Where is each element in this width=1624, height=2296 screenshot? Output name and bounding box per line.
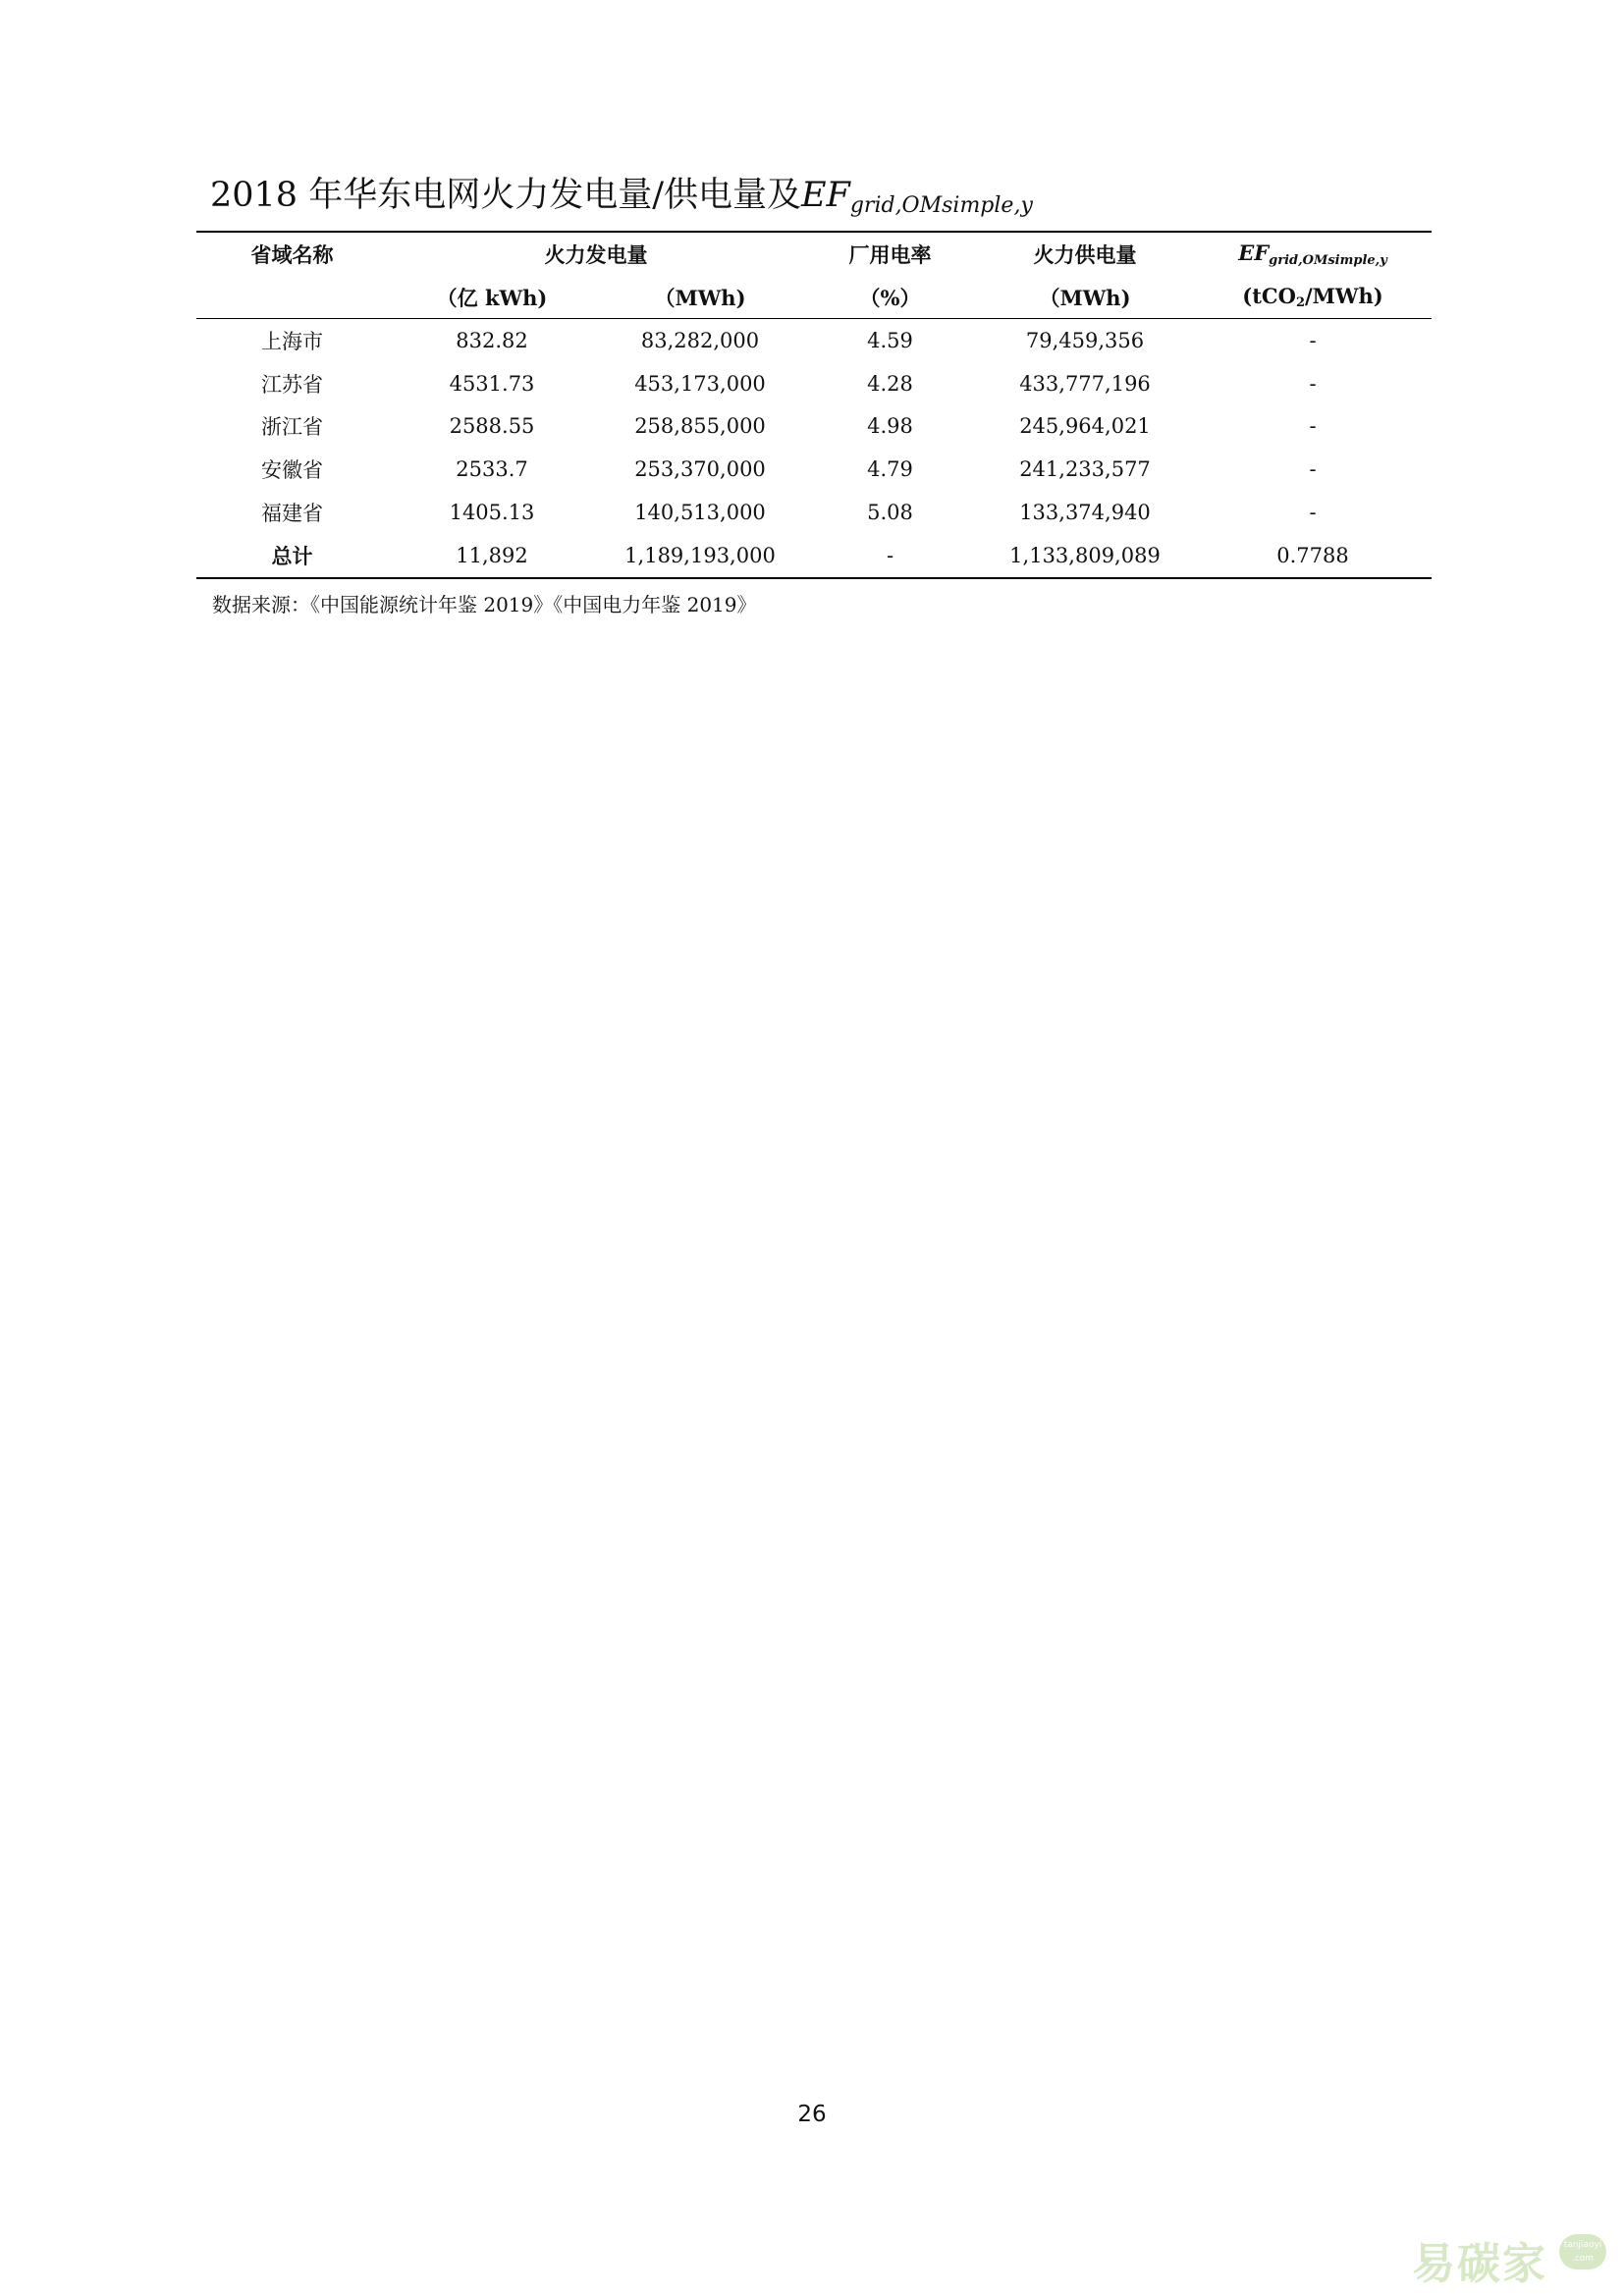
cell-rate: 4.79 xyxy=(867,457,913,482)
page-number: 26 xyxy=(797,2102,827,2127)
unit-gen-kwh: （亿 kWh) xyxy=(436,285,548,310)
watermark-badge-line1: tanjiaoyi xyxy=(1563,2240,1602,2250)
table-header-row xyxy=(196,232,1432,276)
emission-factor-table xyxy=(196,231,1432,579)
watermark-badge-line2: .com xyxy=(1571,2254,1595,2264)
unit-rate: （%） xyxy=(859,285,921,310)
cell-total-ef: 0.7788 xyxy=(1276,543,1349,567)
table-row xyxy=(196,491,1432,534)
cell-rate: 4.98 xyxy=(867,414,913,439)
watermark-text: 易碳家 xyxy=(1412,2239,1547,2289)
table-row xyxy=(196,405,1432,449)
cell-total-supply: 1,133,809,089 xyxy=(1009,543,1161,567)
cell-gen-mwh: 140,513,000 xyxy=(634,501,766,525)
table-title-ef-symbol xyxy=(801,176,1033,218)
header-ef-main: EF xyxy=(1238,240,1270,265)
table-total-row xyxy=(196,534,1432,578)
cell-supply: 79,459,356 xyxy=(1025,328,1145,352)
table-units-row xyxy=(196,276,1432,319)
ef-subscript: grid,OMsimple,y xyxy=(849,193,1033,218)
header-ef xyxy=(1194,232,1432,276)
cell-gen-mwh: 253,370,000 xyxy=(634,457,766,482)
table-row xyxy=(196,362,1432,405)
cell-province: 江苏省 xyxy=(261,372,323,397)
table-title xyxy=(210,168,1033,218)
cell-gen-mwh: 83,282,000 xyxy=(640,328,760,352)
cell-province: 浙江省 xyxy=(261,415,323,440)
header-supply: 火力供电量 xyxy=(1033,242,1137,267)
cell-supply: 433,777,196 xyxy=(1019,371,1151,396)
cell-gen-kwh: 4531.73 xyxy=(449,371,535,396)
header-province: 省域名称 xyxy=(250,242,334,267)
unit-ef-pre: (tCO xyxy=(1242,284,1296,308)
cell-total-label: 总计 xyxy=(271,543,313,568)
cell-rate: 4.59 xyxy=(867,328,913,352)
cell-ef: - xyxy=(1309,414,1317,439)
cell-rate: 5.08 xyxy=(867,501,913,525)
cell-total-rate: - xyxy=(886,543,894,567)
cell-gen-kwh: 2588.55 xyxy=(449,414,535,439)
cell-gen-kwh: 2533.7 xyxy=(456,457,528,482)
cell-province: 上海市 xyxy=(261,329,323,353)
header-self-use-rate: 厂用电率 xyxy=(848,242,932,267)
cell-supply: 133,374,940 xyxy=(1019,501,1151,525)
cell-total-gen-kwh: 11,892 xyxy=(456,543,528,567)
cell-ef: - xyxy=(1309,457,1317,482)
table-title-text: 2018 年华东电网火力发电量/供电量及 xyxy=(210,176,801,215)
table-row xyxy=(196,319,1432,362)
cell-province: 安徽省 xyxy=(261,458,323,483)
watermark-logo xyxy=(1412,2226,1608,2289)
watermark-badge xyxy=(1559,2234,1606,2269)
cell-rate: 4.28 xyxy=(867,371,913,396)
cell-gen-mwh: 453,173,000 xyxy=(634,371,766,396)
data-source-note: 数据来源：《中国能源统计年鉴 2019》《中国电力年鉴 2019》 xyxy=(212,593,757,616)
cell-total-gen-mwh: 1,189,193,000 xyxy=(624,543,776,567)
cell-province: 福建省 xyxy=(261,502,323,526)
header-generation: 火力发电量 xyxy=(544,242,648,267)
cell-gen-kwh: 832.82 xyxy=(456,328,528,352)
cell-ef: - xyxy=(1309,501,1317,525)
unit-gen-mwh: （MWh) xyxy=(654,285,746,310)
cell-ef: - xyxy=(1309,371,1317,396)
unit-ef-sub: 2 xyxy=(1295,295,1305,310)
ef-main: EF xyxy=(801,176,850,215)
cell-gen-kwh: 1405.13 xyxy=(449,501,535,525)
cell-gen-mwh: 258,855,000 xyxy=(634,414,766,439)
unit-ef xyxy=(1194,276,1432,319)
table-row xyxy=(196,448,1432,491)
unit-province-empty xyxy=(196,276,388,319)
unit-supply-mwh: （MWh) xyxy=(1039,285,1131,310)
cell-supply: 245,964,021 xyxy=(1019,414,1151,439)
cell-supply: 241,233,577 xyxy=(1019,457,1151,482)
unit-ef-post: /MWh) xyxy=(1304,284,1383,308)
header-ef-sub: grid,OMsimple,y xyxy=(1269,253,1387,268)
cell-ef: - xyxy=(1309,328,1317,352)
